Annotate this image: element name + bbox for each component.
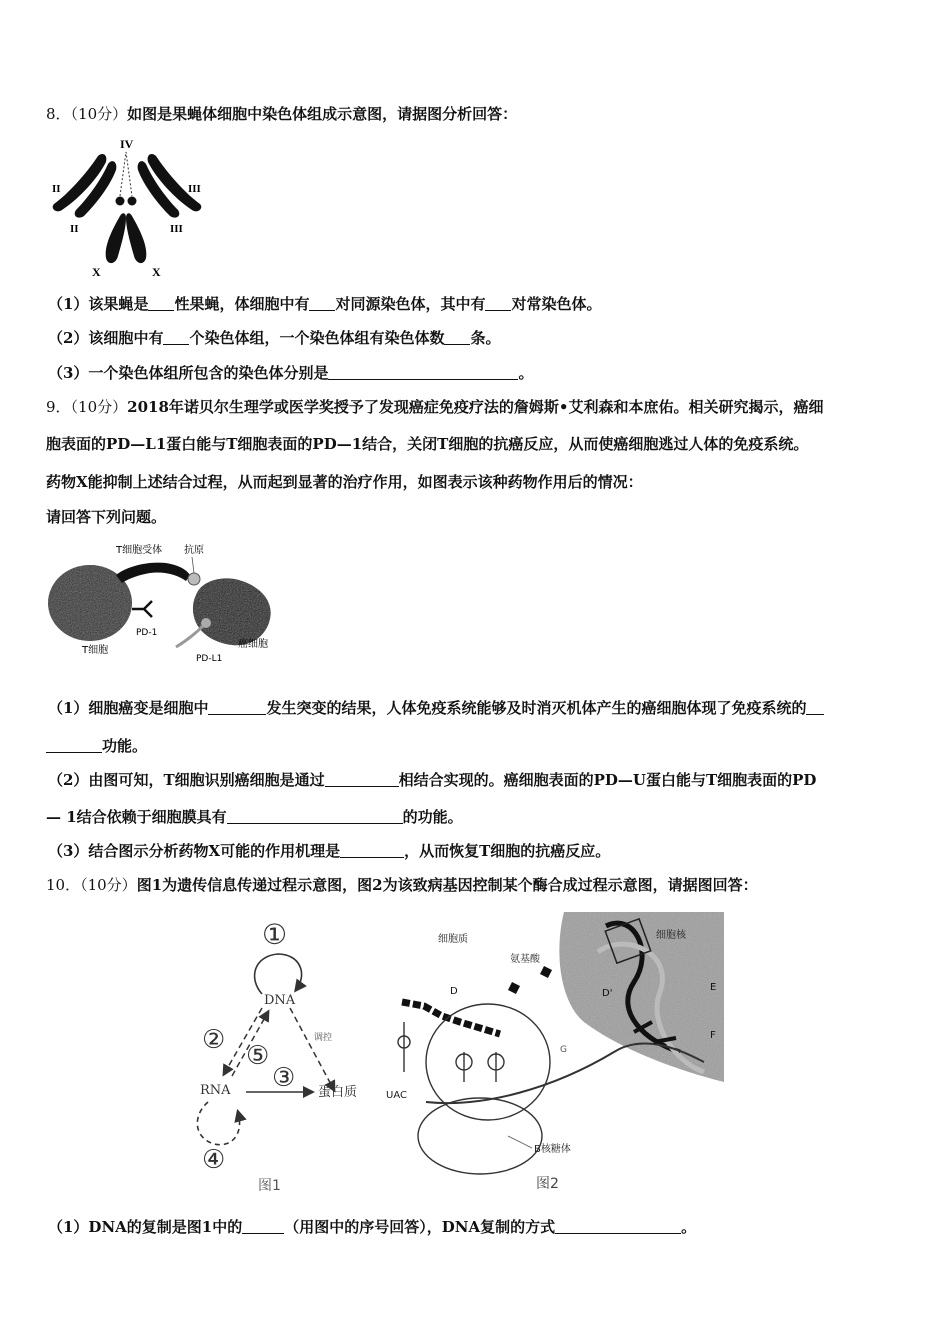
q10-figure-2 <box>384 912 724 1194</box>
pd-1-receptor <box>132 601 152 617</box>
q8-sub3-b: 。 <box>518 364 534 382</box>
q9-sub2-c: — 1结合依赖于细胞膜具有 <box>46 808 227 826</box>
circle-3: ③ <box>272 1063 296 1093</box>
q8-score: （10分） <box>70 105 128 123</box>
q9-sub1-b: 发生突变的结果，人体免疫系统能够及时消灭机体产生的癌细胞体现了免疫系统的 <box>266 699 807 717</box>
label-antigen: 抗原 <box>184 545 204 556</box>
label-uac: UAC <box>386 1090 407 1101</box>
chromosome-iv-a <box>116 197 125 206</box>
q8-number: 8． <box>46 105 71 123</box>
q9-sub3-a: （3）结合图示分析药物X可能的作用机理是 <box>48 842 341 860</box>
dna-replication-loop <box>255 954 302 994</box>
q8-sub2-c: 条。 <box>470 329 501 347</box>
q8-sub2-b: 个染色体组，一个染色体组有染色体数 <box>189 329 445 347</box>
label-dna: DNA <box>264 993 296 1008</box>
q8-sub3 <box>48 363 533 383</box>
q10-number: 10． <box>46 876 81 894</box>
q9-blank-membrane[interactable] <box>227 807 403 824</box>
q9-stem-line2: 胞表面的PD—L1蛋白能与T细胞表面的PD—1结合，关闭T细胞的抗癌反应，从而使癌细胞逃过人体的免疫系统。 <box>46 435 809 453</box>
label-f: F <box>710 1030 716 1041</box>
circle-4: ④ <box>202 1145 226 1175</box>
label-iii-right: III <box>188 183 201 195</box>
label-amino-acid: 氨基酸 <box>510 954 540 965</box>
q10-blank-method[interactable] <box>555 1217 681 1234</box>
q8-sub1-b: 性果蝇，体细胞中有 <box>174 295 310 313</box>
q9-blank-mechanism[interactable] <box>340 841 404 858</box>
q9-sub2-a: （2）由图可知，T细胞识别癌细胞是通过 <box>48 771 325 789</box>
q10-sub1 <box>48 1217 696 1237</box>
label-iv: IV <box>120 137 134 151</box>
q8-sub1-d: 对常染色体。 <box>511 295 602 313</box>
label-tcell-receptor: T细胞受体 <box>116 545 163 556</box>
label-d-prime: D' <box>602 988 613 999</box>
label-regulation: 调控 <box>314 1033 333 1043</box>
q8-chromosome-figure <box>46 134 211 280</box>
q9-sub3-b: ，从而恢复T细胞的抗癌反应。 <box>404 842 611 860</box>
q9-sub1-a: （1）细胞癌变是细胞中 <box>48 699 209 717</box>
q9-immune-figure <box>46 537 286 667</box>
q9-score: （10分） <box>70 398 128 416</box>
label-pd1: PD-1 <box>136 628 158 638</box>
q10-blank-replication[interactable] <box>242 1217 284 1234</box>
label-d: D <box>450 986 458 997</box>
label-protein: 蛋白质 <box>318 1085 358 1100</box>
q10-stem-text: 图1为遗传信息传递过程示意图，图2为该致病基因控制某个酶合成过程示意图，请据图回答： <box>136 876 758 894</box>
q10-score: （10分） <box>80 876 137 894</box>
label-x2: X <box>152 265 161 279</box>
spindle-line-iv <box>120 152 132 196</box>
q8-sub2 <box>48 328 500 348</box>
leader-ribosome <box>508 1136 532 1148</box>
q8-blank-count[interactable] <box>444 328 470 345</box>
q9-blank-function-start[interactable] <box>806 698 824 715</box>
chromosome-x-left <box>106 213 126 263</box>
q9-sub2-line2 <box>46 807 463 827</box>
gene-expression-diagram <box>384 912 724 1194</box>
q8-sub1 <box>48 294 602 314</box>
q8-blank-sets[interactable] <box>163 328 189 345</box>
label-g: G <box>560 1045 567 1055</box>
trna-2 <box>488 1052 504 1082</box>
circle-5: ⑤ <box>246 1041 270 1071</box>
q9-sub3 <box>48 841 610 861</box>
q8-stem <box>46 104 517 124</box>
ribosome-small <box>418 1098 542 1174</box>
chromosome-iv-b <box>128 197 137 206</box>
label-rna: RNA <box>200 1083 231 1098</box>
q9-sub2-b: 相结合实现的。癌细胞表面的PD—U蛋白能与T细胞表面的PD <box>398 771 817 789</box>
circle-2: ② <box>202 1025 226 1055</box>
nucleus-texture <box>559 912 724 1082</box>
t-cell-receptor <box>116 563 190 583</box>
label-pdl1: PD-L1 <box>196 654 223 664</box>
q9-sub1-c: 功能。 <box>102 737 148 755</box>
amino-acid-1 <box>540 966 552 978</box>
leader-antigen <box>192 557 194 573</box>
circle-1: ① <box>262 918 288 951</box>
q9-sub1-line2 <box>46 736 147 756</box>
q8-sub1-a: （1）该果蝇是 <box>48 295 149 313</box>
caption-figure-1: 图1 <box>258 1178 281 1194</box>
q8-stem-text: 如图是果蝇体细胞中染色体组成示意图，请据图分析回答： <box>127 105 518 123</box>
q9-stem-text1: 2018年诺贝尔生理学或医学奖授予了发现癌症免疫疗法的詹姆斯•艾利森和本庶佑。相关研究揭示，癌细 <box>127 398 824 416</box>
q8-blank-autosomes[interactable] <box>485 294 511 311</box>
q8-blank-chromosomes[interactable] <box>328 363 518 380</box>
amino-acid-2 <box>508 982 520 994</box>
label-cytoplasm: 细胞质 <box>438 934 468 945</box>
q8-sub1-c: 对同源染色体，其中有 <box>335 295 486 313</box>
q9-stem-line1 <box>46 397 823 417</box>
q10-stem <box>46 875 758 895</box>
q9-blank-genes[interactable] <box>208 698 266 715</box>
q10-sub1-c: 。 <box>681 1218 697 1236</box>
q9-blank-recognition[interactable] <box>325 770 399 787</box>
label-ribosome: B核糖体 <box>534 1144 571 1155</box>
pd-l1-ligand <box>176 625 204 647</box>
q9-blank-function-end[interactable] <box>46 736 102 753</box>
tcell-cancer-diagram <box>46 537 286 667</box>
q8-blank-sex[interactable] <box>148 294 174 311</box>
cancer-cell-texture <box>193 578 271 645</box>
label-x1: X <box>92 265 101 279</box>
arrow-regulation <box>290 1008 334 1090</box>
q9-sub2-d: 的功能。 <box>402 808 463 826</box>
q9-sub2-line1 <box>48 770 816 790</box>
q8-sub2-a: （2）该细胞中有 <box>48 329 164 347</box>
label-nucleus: 细胞核 <box>656 930 686 941</box>
pd-l1-head <box>201 618 211 628</box>
label-cancer-cell: 癌细胞 <box>238 639 268 650</box>
rna-replication-loop <box>197 1102 239 1145</box>
label-ii-left: II <box>52 183 61 195</box>
q10-sub1-b: （用图中的序号回答），DNA复制的方式 <box>284 1218 556 1236</box>
peptide-chain <box>402 1002 500 1034</box>
label-e: E <box>710 982 717 993</box>
label-ii-left2: II <box>70 223 79 235</box>
chromosome-diagram <box>46 134 211 280</box>
q9-sub1-line1 <box>48 698 824 718</box>
q10-figure-1 <box>186 912 376 1194</box>
label-tcell: T细胞 <box>82 645 109 656</box>
q8-sub3-a: （3）一个染色体组所包含的染色体分别是 <box>48 364 329 382</box>
chromosome-x-right <box>126 213 146 263</box>
trna-1 <box>456 1052 472 1082</box>
q9-number: 9． <box>46 398 71 416</box>
label-iii-right2: III <box>170 223 183 235</box>
antigen <box>188 573 200 585</box>
q10-sub1-a: （1）DNA的复制是图1中的 <box>48 1218 243 1236</box>
q9-stem-line3: 药物X能抑制上述结合过程，从而起到显著的治疗作用，如图表示该种药物作用后的情况： <box>46 473 643 491</box>
q9-stem-line4: 请回答下列问题。 <box>46 508 167 526</box>
trna-free <box>398 1022 410 1072</box>
central-dogma-diagram <box>186 912 376 1194</box>
caption-figure-2: 图2 <box>536 1176 559 1192</box>
q8-blank-homologous[interactable] <box>309 294 335 311</box>
